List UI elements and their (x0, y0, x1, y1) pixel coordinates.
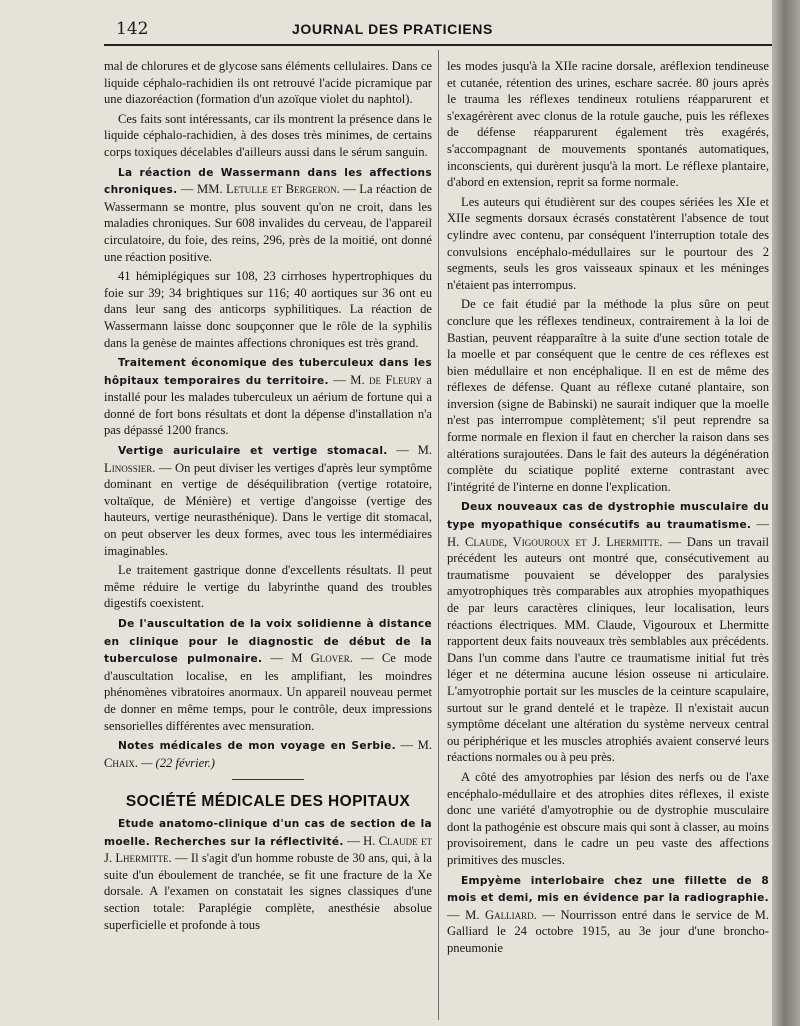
paragraph: mal de chlorures et de glycose sans éléments cellulaires. Dans ce liquide céphalo-rachidien ils ont retrouvé l'acide picramique par une diazoréaction (formation d'un azoïque violet du naphtol). (104, 59, 432, 107)
article-section-moelle (104, 815, 432, 933)
paragraph: les modes jusqu'à la XIIe racine dorsale, aréflexion tendineuse et cutanée, rétention des urines, eschare sacrée. 80 jours après le trauma les réflexes tendineux rotuliens réapparurent et s'exagérèrent avec clonus de la rotule gauche, puis les réflexes de défense réapparurent également très exagérés, s'accompagnant de mouvements spontanés automatiques, inconscients, qui durèrent jusqu'à la mort. Le réflexe plantaire, d'abord en extension, reprit sa forme normale. (447, 59, 769, 190)
article-text: — On peut diviser les vertiges d'après leur symptôme dominant en vertige de déséquilibration (vertige rotatoire, voltaïque, de Ménière) et vertige d'angoisse (vertige des hauteurs, vertige neurasthénique). Dans le vertige dit stomacal, on peut observer les deux formes, avec tous les intermédiaires imaginables. (104, 460, 432, 558)
article-authors: — M. de Fleury (333, 372, 422, 387)
article-text: a installé pour les malades tuberculeux un aérium de fortune qui a donné de fort bons résultats et dont la dépense d'installation n'a pas dépassé 1200 francs. (104, 372, 432, 438)
article-authors: — M. Chaix. (104, 738, 432, 770)
article-authors: — MM. Letulle et Bergeron. (180, 182, 340, 197)
page-edge-shadow (772, 0, 800, 1026)
paragraph: 41 hémiplégiques sur 108, 23 cirrhoses hypertrophiques du foie sur 39; 34 brightiques sur 116; 40 aortiques sur 36 ont eu dans leur sang des anticorps syphilitiques. La réaction de Wassermann laisse donc soupçonner que le rôle de la syphilis dans la genèse de maintes affections chroniques est très grand. (104, 269, 432, 350)
article-heading: Vertige auriculaire et vertige stomacal. (118, 445, 388, 458)
article-authors: — M Glover. (270, 651, 353, 666)
article-authors: — H. Claude, Vigouroux et J. Lhermitte. (447, 517, 769, 549)
article-dystrophie (447, 498, 769, 868)
article-heading: Deux nouveaux cas de dystrophie musculaire du type myopathique consécutifs au traumatisme. (447, 501, 769, 532)
paragraph: Ces faits sont intéressants, car ils montrent la présence dans le liquide céphalo-rachidien, à des doses très minimes, de certains corps toxiques décelables d'ailleurs aussi dans le sérum sanguin. (104, 111, 432, 159)
left-column (104, 58, 432, 1018)
article-heading: Notes médicales de mon voyage en Serbie. (118, 740, 396, 753)
page-header (0, 10, 782, 50)
article-auscultation (104, 615, 432, 734)
page-number: 142 (116, 19, 149, 39)
article-text: — Nourrisson entré dans le service de M. Galliard le 24 octobre 1915, au 3e jour d'une broncho-pneumonie (447, 907, 769, 955)
article-wassermann (104, 164, 432, 352)
article-heading: La réaction de Wassermann dans les affections chroniques. (104, 166, 432, 197)
article-serbie (104, 737, 432, 771)
paragraph: Les auteurs qui étudièrent sur des coupes sériées les XIe et XIIe segments dorsaux écrasés constatèrent l'absence de tout cylindre avec contenu, par conséquent l'interruption totale des convulsions encéphalo-médullaires sur le pourtour des 2 segments, seuls les gros vaisseaux spinaux et les méninges n'étaient pas interrompus. (447, 194, 769, 292)
article-vertige (104, 442, 432, 612)
section-heading: SOCIÉTÉ MÉDICALE DES HOPITAUX (125, 793, 411, 811)
article-authors: — M. Linossier. (104, 443, 432, 475)
article-authors: — H. Claude et J. Lhermitte. (104, 833, 432, 866)
article-heading: Empyème interlobaire chez une fillette de 8 mois et demi, mis en évidence par la radiographie. (447, 874, 769, 905)
paragraph: De ce fait étudié par la méthode la plus sûre on peut conclure que les réflexes tendineux, contrairement à la loi de Bastian, peuvent réapparaître à la suite d'une section totale de la moelle et par conséquent que le centre de ces réflexes est bien médullaire et non encéphalique. Il en est de même des réflexes de défense. Quant au réflexe cutané plantaire, son inversion (signe de Babinski) ne saurait indiquer que la moelle n'est pas interrompue complètement; s'il peut reprendre sa forme normale en flexion il faut en chercher la raison dans ses altérations surajoutées. Dans le fait des auteurs la dégénération complète du sciatique poplité externe contrastant avec l'intégrité de l'interne en donne l'explication. (447, 297, 769, 494)
article-empyeme (447, 872, 769, 957)
article-text: — Ce mode d'auscultation localise, en les amplifiant, les moindres phénomènes vibratoires anormaux. Un appareil nouveau permet de donner en même temps, pour le contrôle, deux impressions sensorielles différentes avec mensuration. (104, 651, 432, 733)
paragraph: A côté des amyotrophies par lésion des nerfs ou de l'axe encéphalo-médullaire et des atrophies dites réflexes, il existe donc une variété d'amyotrophie ou de dystrophie musculaire dont la pathogénie est obscure mais qui sont à classer, au moins provisoirement, dans le cadre un peu vaste des affections primitives des muscles. (447, 769, 769, 867)
article-heading: De l'auscultation de la voix solidienne à distance en clinique pour le diagnostic de début de la tuberculose pulmonaire. (104, 618, 432, 666)
column-divider (438, 50, 439, 1020)
article-text: — La réaction de Wassermann se montre, plus souvent qu'on ne croit, dans les maladies chroniques. Sur 608 invalides du cerveau, de l'appareil circulatoire, du foie, des reins, 296, près de la moitié, ont donné une réaction positive. (104, 182, 432, 264)
article-tuberculeux (104, 354, 432, 439)
article-text: — Il s'agit d'un homme robuste de 30 ans, qui, à la suite d'un éboulement de tranchée, se fit une fracture de la Xe dorsale. A l'examen on constatait les signes classiques d'une section totale: Paraplégie complète, anesthésie absolue superficielle et profonde à tous (104, 851, 432, 932)
article-authors: — M. Galliard. (447, 907, 537, 922)
article-text: — Dans un travail précédent les auteurs ont montré que, consécutivement au traumatisme pouvaient se développer des paralysies amyotrophiques très comparables aux atrophies myopathiques de par leurs caractères cliniques, leur localisation, leurs réactions électriques. MM. Claude, Vigouroux et Lhermitte rapportent deux faits nouveaux très semblables aux précédents. Dans l'un comme dans l'autre ce traumatisme initial fut très léger et ne détermina aucune lésion osseuse ni articulaire. L'amyotrophie portait sur les muscles de la ceinture scapulaire, surtout sur le grand dentelé et le trapèze. Il n'existait aucun symptôme décelant une altération du système nerveux central ou périphérique et les muscles atrophiés avaient conservé leurs réactions normales ou à peu près. (447, 534, 769, 765)
header-rule (104, 44, 772, 46)
paragraph: Le traitement gastrique donne d'excellents résultats. Il peut même réduire le vertige du labyrinthe quand des troubles digestifs coexistent. (104, 563, 432, 611)
journal-title: JOURNAL DES PRATICIENS (292, 21, 493, 37)
right-column (447, 58, 769, 1018)
section-divider (232, 779, 304, 780)
article-heading: Traitement économique des tuberculeux dans les hôpitaux temporaires du territoire. (104, 357, 432, 387)
article-heading: Etude anatomo-clinique d'un cas de section de la moelle. Recherches sur la réflectivité. (104, 817, 432, 848)
article-date: — (22 février.) (141, 755, 216, 770)
